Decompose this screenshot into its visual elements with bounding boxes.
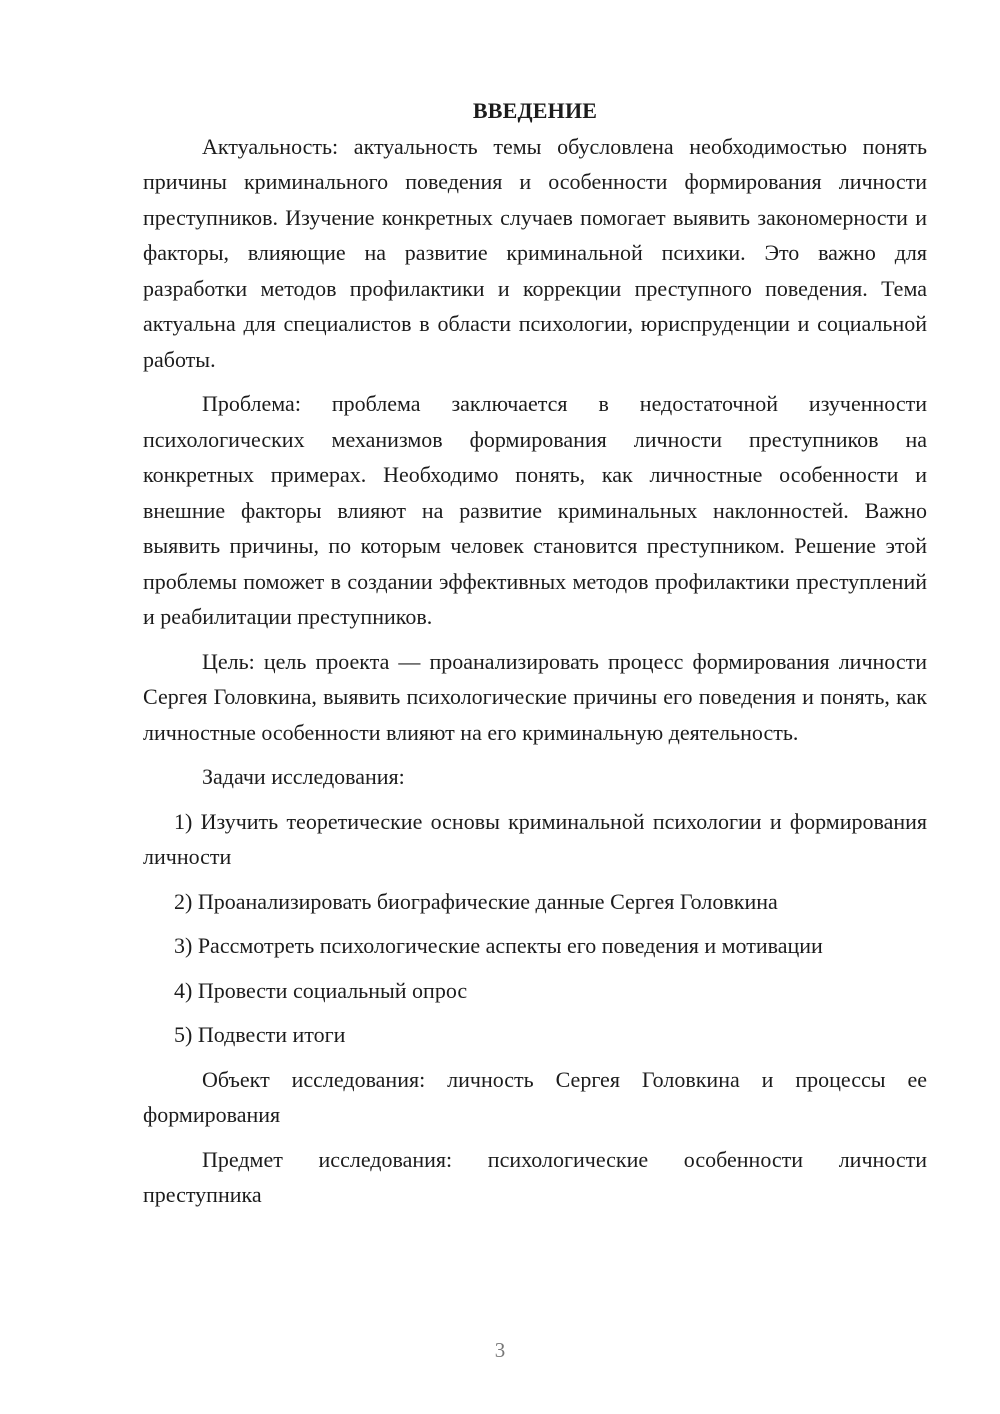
task-item: 4) Провести социальный опрос bbox=[174, 977, 468, 1003]
paragraph-problem: Проблема: проблема заключается в недостаточной изученности психологических механизмов формирования личности преступников на конкретных примерах. Необходимо понять, как личностные особенности и внешние факторы влияют на развитие криминальных наклонностей. Важно выявить причины, по которым человек становится преступником. Решение этой проблемы поможет в создании эффективных методов профилактики преступлений и реабилитации преступников. bbox=[143, 391, 927, 629]
page-number: 3 bbox=[494, 1338, 506, 1362]
paragraph-relevance: Актуальность: актуальность темы обусловлена необходимостью понять причины криминального поведения и особенности формирования личности преступников. Изучение конкретных случаев помогает выявить закономерности и факторы, влияющие на развитие криминальной психики. Это важно для разработки методов профилактики и коррекции преступного поведения. Тема актуальна для специалистов в области психологии, юриспруденции и социальной работы. bbox=[143, 133, 927, 372]
paragraph-object: Объект исследования: личность Сергея Головкина и процессы ее формирования bbox=[143, 1066, 927, 1127]
task-item: 3) Рассмотреть психологические аспекты его поведения и мотивации bbox=[174, 933, 823, 958]
tasks-heading: Задачи исследования: bbox=[202, 764, 405, 789]
task-item: 5) Подвести итоги bbox=[174, 1022, 346, 1047]
task-item: 2) Проанализировать биографические данные Сергея Головкина bbox=[174, 888, 778, 914]
paragraph-subject: Предмет исследования: психологические особенности личности преступника bbox=[143, 1146, 927, 1207]
task-item: 1) Изучить теоретические основы криминальной психологии и формирования личности bbox=[143, 808, 927, 869]
paragraph-goal: Цель: цель проекта — проанализировать процесс формирования личности Сергея Головкина, выявить психологические причины его поведения и понять, как личностные особенности влияют на его криминальную деятельность. bbox=[143, 648, 927, 745]
section-title: ВВЕДЕНИЕ bbox=[472, 98, 598, 123]
